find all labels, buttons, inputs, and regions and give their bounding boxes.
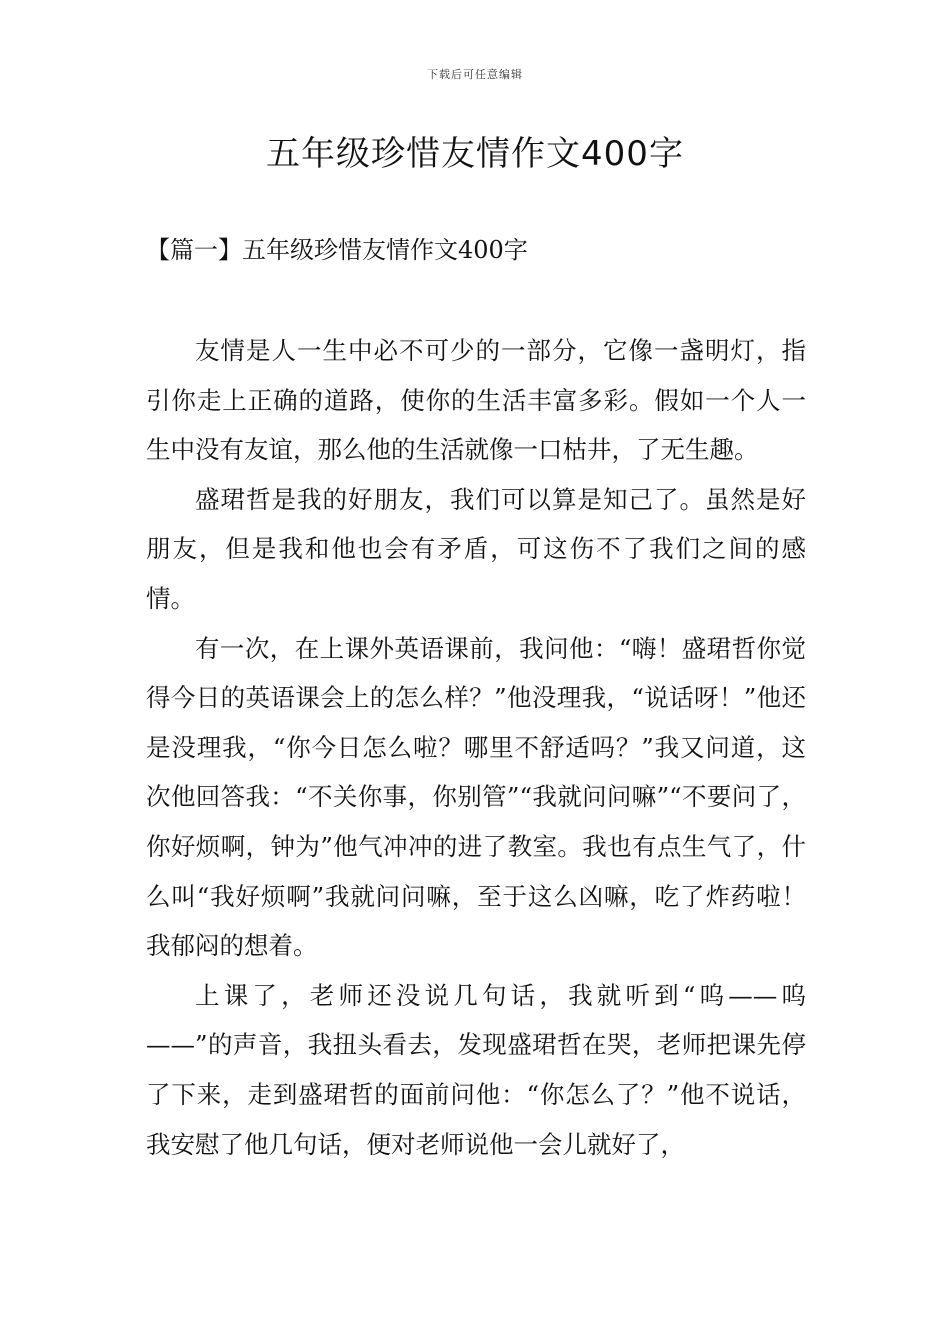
document-title: 五年级珍惜友情作文400字 <box>266 134 684 174</box>
paragraph-4: 上课了，老师还没说几句话，我就听到“呜——呜——”的声音，我扭头看去，发现盛珺哲在哭，老师把课先停了下来，走到盛珺哲的面前问他：“你怎么了？”他不说话，我安慰了他几句话，便对老师说他一会儿就好了， <box>146 980 806 1159</box>
paragraph-1: 友情是人一生中必不可少的一部分，它像一盏明灯，指引你走上正确的道路，使你的生活丰富多彩。假如一个人一生中没有友谊，那么他的生活就像一口枯井，了无生趣。 <box>146 336 806 465</box>
paragraph-3: 有一次，在上课外英语课前，我问他：“嗨！盛珺哲你觉得今日的英语课会上的怎么样？”他没理我，“说话呀！”他还是没理我，“你今日怎么啦？哪里不舒适吗？”我又问道，这次他回答我：“不关你事，你别管”“我就问问嘛”“不要问了，你好烦啊，钟为”他气冲冲的进了教室。我也有点生气了，什么叫“我好烦啊”我就问问嘛，至于这么凶嘛，吃了炸药啦！我郁闷的想着。 <box>146 633 806 961</box>
paragraph-2: 盛珺哲是我的好朋友，我们可以算是知己了。虽然是好朋友，但是我和他也会有矛盾，可这伤不了我们之间的感情。 <box>146 484 806 613</box>
section-heading: 【篇一】五年级珍惜友情作文400字 <box>146 236 528 264</box>
document-body <box>146 326 806 1169</box>
header-note: 下载后可任意编辑 <box>427 68 523 81</box>
